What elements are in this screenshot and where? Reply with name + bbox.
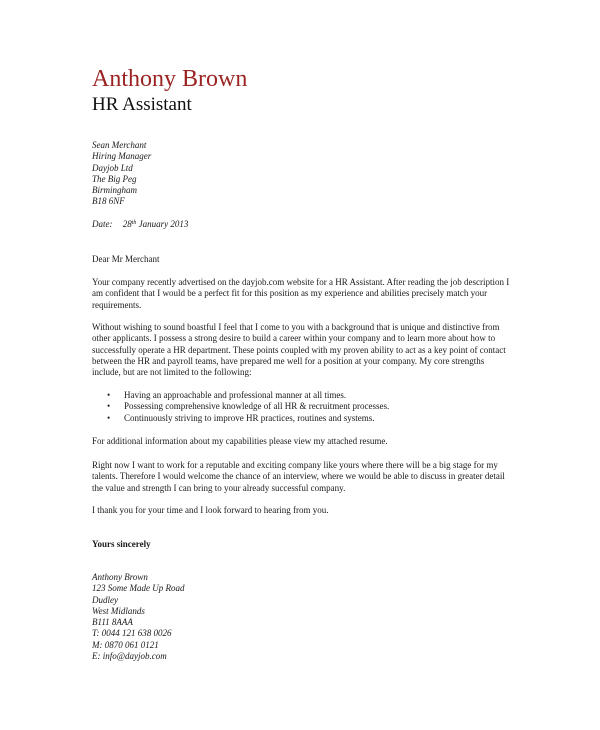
strengths-list bbox=[92, 390, 512, 424]
strength-text: Having an approachable and professional manner at all times. bbox=[124, 390, 347, 400]
recipient-line: B18 6NF bbox=[92, 196, 125, 207]
bullet-icon: • bbox=[107, 412, 111, 423]
recipient-line: Birmingham bbox=[92, 185, 137, 196]
recipient-line: Sean Merchant bbox=[92, 140, 147, 150]
closing: Yours sincerely bbox=[92, 539, 151, 549]
paragraph-interview: Right now I want to work for a reputable and exciting company like yours where there will be a big stage for my talents. Therefore I would welcome the chance of an interview, where we would be able to discuss in greater detail the value and strength I can bring to your already successful company. bbox=[92, 460, 505, 493]
signature-line: Dudley bbox=[92, 594, 118, 605]
date-month-year: January 2013 bbox=[138, 219, 189, 229]
recipient-line: Dayjob Ltd bbox=[92, 162, 133, 173]
recipient-line: The Big Peg bbox=[92, 173, 137, 184]
sender-job-title: HR Assistant bbox=[92, 94, 192, 115]
paragraph-background: Without wishing to sound boastful I feel that I come to you with a background that is unique and distinctive from other applicants. I possess a strong desire to build a career within your company and to learn more about how to successfully operate a HR department. These points coupled with my proven ability to act as a key point of contact between the HR and payroll teams, have prepared me well for a position at your company. My core strengths include, but are not limited to the following: bbox=[92, 322, 506, 378]
sender-name: Anthony Brown bbox=[92, 66, 248, 92]
paragraph-thanks: I thank you for your time and I look forward to hearing from you. bbox=[92, 505, 329, 515]
salutation: Dear Mr Merchant bbox=[92, 254, 160, 264]
paragraph-resume: For additional information about my capabilities please view my attached resume. bbox=[92, 436, 388, 446]
signature-line: T: 0044 121 638 0026 bbox=[92, 628, 172, 639]
date-ordinal: th bbox=[131, 220, 137, 226]
signature-line: M: 0870 061 0121 bbox=[92, 639, 159, 650]
bullet-icon: • bbox=[107, 390, 111, 400]
paragraph-intro: Your company recently advertised on the dayjob.com website for a HR Assistant. After reading the job description I am confident that I would be a perfect fit for this position as my experience and abilities precisely match your requirements. bbox=[92, 277, 510, 310]
strength-text: Possessing comprehensive knowledge of all HR & recruitment processes. bbox=[124, 401, 390, 412]
recipient-line: Hiring Manager bbox=[92, 151, 152, 162]
recipient-address bbox=[92, 140, 151, 208]
signature-line: 123 Some Made Up Road bbox=[92, 583, 185, 594]
date-day: 28 bbox=[122, 219, 132, 229]
letter-date bbox=[92, 218, 188, 230]
list-item bbox=[92, 390, 512, 401]
list-item bbox=[92, 413, 512, 424]
signature-block bbox=[92, 572, 184, 662]
strength-text: Continuously striving to improve HR practices, routines and systems. bbox=[124, 412, 375, 423]
signature-line: B111 8AAA bbox=[92, 617, 133, 628]
list-item bbox=[92, 401, 512, 412]
signature-line: E: info@dayjob.com bbox=[92, 651, 167, 662]
signature-line: West Midlands bbox=[92, 605, 145, 616]
signature-line: Anthony Brown bbox=[92, 572, 148, 582]
date-label: Date: bbox=[92, 219, 113, 229]
date-value bbox=[123, 219, 189, 229]
bullet-icon: • bbox=[107, 401, 111, 412]
